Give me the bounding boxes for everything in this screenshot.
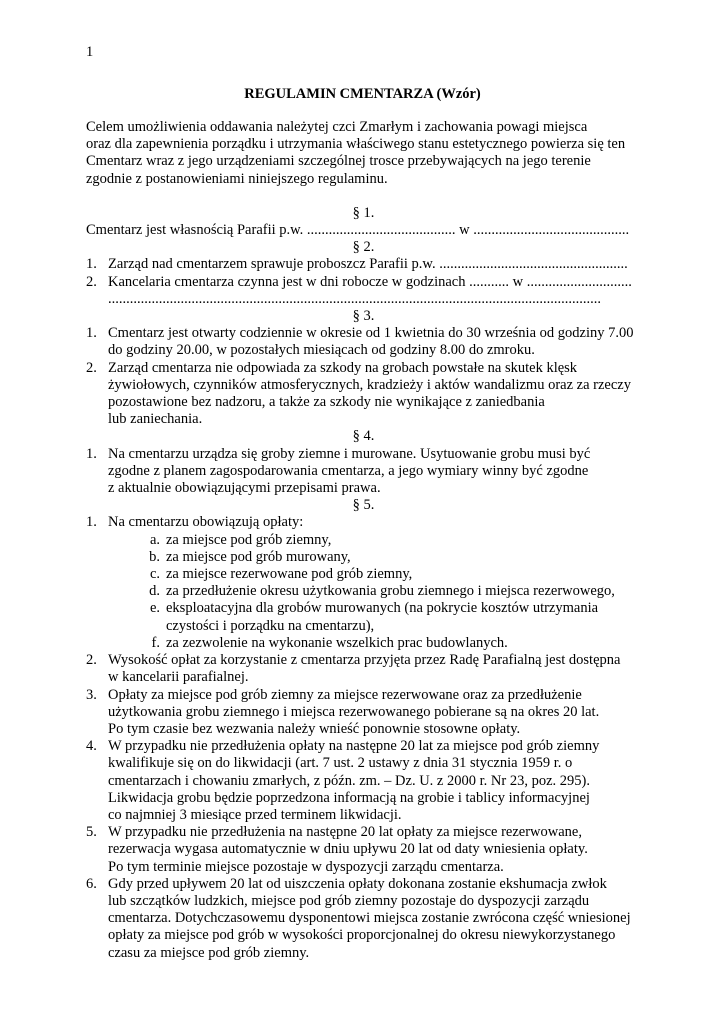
item-number: 2. [86,652,97,669]
item-line: czasu za miejsce pod grób ziemny. [108,944,310,961]
list-item [86,256,641,273]
item-number: 2. [86,359,97,376]
item-number: 1. [86,445,97,462]
item-line: Zarząd nad cmentarzem sprawuje proboszcz Parafii p.w. .................................................... [108,256,628,273]
item-line: lub szczątków ludzkich, miejsce pod grób ziemny pozostaje do dyspozycji zarządu [108,892,590,909]
sub-item-letter: a. [149,531,160,548]
page-number: 1 [86,44,94,60]
item-line: rezerwacja wygasa automatycznie w dniu upływu 20 lat od daty wniesienia opłaty. [108,841,588,858]
intro-line: oraz dla zapewnienia porządku i utrzymania właściwego stanu estetycznego powierza się ten [86,136,626,153]
list-item [86,652,641,686]
section-5-heading: § 5. [352,497,375,514]
sub-item [86,549,641,566]
sub-item-line: za miejsce rezerwowane pod grób ziemny, [166,566,413,583]
sub-item-letter: d. [149,583,160,600]
item-line: żywiołowych, czynników atmosferycznych, kradzieży i aktów wandalizmu oraz za rzeczy [108,376,631,393]
list-item [86,687,641,739]
item-line: cmentarzach i chowaniu zmarłych, z późn. zm. – Dz. U. z 2000 r. Nr 23, poz. 295). [108,772,590,789]
item-number: 1. [86,325,97,342]
sub-item [86,566,641,583]
item-line: W przypadku nie przedłużenia na następne 20 lat opłaty za miejsce rezerwowane, [108,824,582,841]
item-line: zgodne z planem zagospodarowania cmentarza, a jego wymiary winny być zgodne [108,462,589,479]
item-number: 1. [86,514,97,531]
sub-item-line: za przedłużenie okresu użytkowania grobu ziemnego i miejsca rezerwowego, [166,583,615,600]
sub-item [86,583,641,600]
intro-line: Cmentarz wraz z jego urządzeniami szczególnej trosce przebywających na jego terenie [86,153,591,170]
list-item [86,514,641,531]
sub-item-letter: b. [149,548,160,565]
item-line: Wysokość opłat za korzystanie z cmentarza przyjęta przez Radę Parafialną jest dostępna [108,652,621,669]
sub-item-line: za zezwolenie na wykonanie wszelkich prac budowlanych. [166,634,508,651]
sub-item [86,600,641,634]
sub-item [86,532,641,549]
item-line: ........................................................................................................................................ [108,290,601,307]
item-line: Zarząd cmentarza nie odpowiada za szkody na grobach powstałe na skutek klęsk [108,359,578,376]
item-line: Gdy przed upływem 20 lat od uiszczenia opłaty dokonana zostanie ekshumacja zwłok [108,875,607,892]
section-3-heading: § 3. [352,308,375,325]
item-line: Likwidacja grobu będzie poprzedzona informacją na grobie i tablicy informacyjnej [108,789,590,806]
item-line: w kancelarii parafialnej. [108,669,249,686]
document-title: REGULAMIN CMENTARZA (Wzór) [244,86,481,102]
section-4-heading: § 4. [352,428,375,445]
sub-item-line: za miejsce pod grób murowany, [166,548,351,565]
list-item [86,824,641,876]
item-number: 5. [86,824,97,841]
item-number: 1. [86,256,97,273]
item-line: Na cmentarzu urządza się groby ziemne i murowane. Usytuowanie grobu musi być [108,445,591,462]
section-1-heading: § 1. [352,204,375,221]
item-line: Na cmentarzu obowiązują opłaty: [108,514,304,531]
item-line: Kancelaria cmentarza czynna jest w dni robocze w godzinach ........... w ............................. [108,273,632,290]
item-line: Po tym czasie bez wezwania należy wnieść ponownie stosowne opłaty. [108,720,521,737]
item-line: Opłaty za miejsce pod grób ziemny za miejsce rezerwowane oraz za przedłużenie [108,686,582,703]
item-line: użytkowania grobu ziemnego i miejsca rezerwowanego pobierane są na okres 20 lat. [108,703,600,720]
section-1-text: Cmentarz jest własnością Parafii p.w. ......................................... w ........................................... [86,222,630,239]
item-number: 2. [86,273,97,290]
item-line: cmentarza. Dotychczasowemu dysponentowi miejsca zostanie zwrócona część wniesionej [108,910,631,927]
item-line: W przypadku nie przedłużenia opłaty na następne 20 lat za miejsce pod grób ziemny [108,738,600,755]
sub-item [86,635,641,652]
item-number: 6. [86,875,97,892]
sub-item-letter: c. [149,566,160,583]
intro-line: zgodnie z postanowieniami niniejszego regulaminu. [86,170,388,187]
sub-item-letter: e. [149,600,160,617]
item-line: Cmentarz jest otwarty codziennie w okresie od 1 kwietnia do 30 września od godziny 7.00 [108,325,634,342]
item-line: kwalifikuje się on do likwidacji (art. 7 ust. 2 ustawy z dnia 31 stycznia 1959 r. o [108,755,573,772]
list-item [86,274,641,308]
list-item [86,738,641,824]
item-line: Po tym terminie miejsce pozostaje w dyspozycji zarządu cmentarza. [108,858,504,875]
document-body [86,119,641,962]
sub-item-letter: f. [151,634,160,651]
item-line: z aktualnie obowiązującymi przepisami prawa. [108,480,381,497]
item-line: do godziny 20.00, w pozostałych miesiącach od godziny 8.00 do zmroku. [108,342,535,359]
list-item [86,325,641,359]
item-number: 4. [86,738,97,755]
item-line: co najmniej 3 miesiące przed terminem likwidacji. [108,806,402,823]
list-item [86,360,641,429]
section-2-heading: § 2. [352,239,375,256]
sub-item-line: czystości i porządku na cmentarzu), [166,617,375,634]
sub-item-line: eksploatacyjna dla grobów murowanych (na pokrycie kosztów utrzymania [166,600,599,617]
intro-line: Celem umożliwienia oddawania należytej czci Zmarłym i zachowania powagi miejsca [86,119,588,135]
item-line: pozostawione bez nadzoru, a także za szkody nie wynikające z zaniedbania [108,394,545,411]
item-line: opłaty za miejsce pod grób w wysokości proporcjonalnej do okresu niewykorzystanego [108,927,616,944]
item-number: 3. [86,686,97,703]
sub-item-line: za miejsce pod grób ziemny, [166,531,332,548]
list-item [86,876,641,962]
intro-paragraph [86,119,641,188]
item-line: lub zaniechania. [108,411,203,428]
list-item [86,446,641,498]
